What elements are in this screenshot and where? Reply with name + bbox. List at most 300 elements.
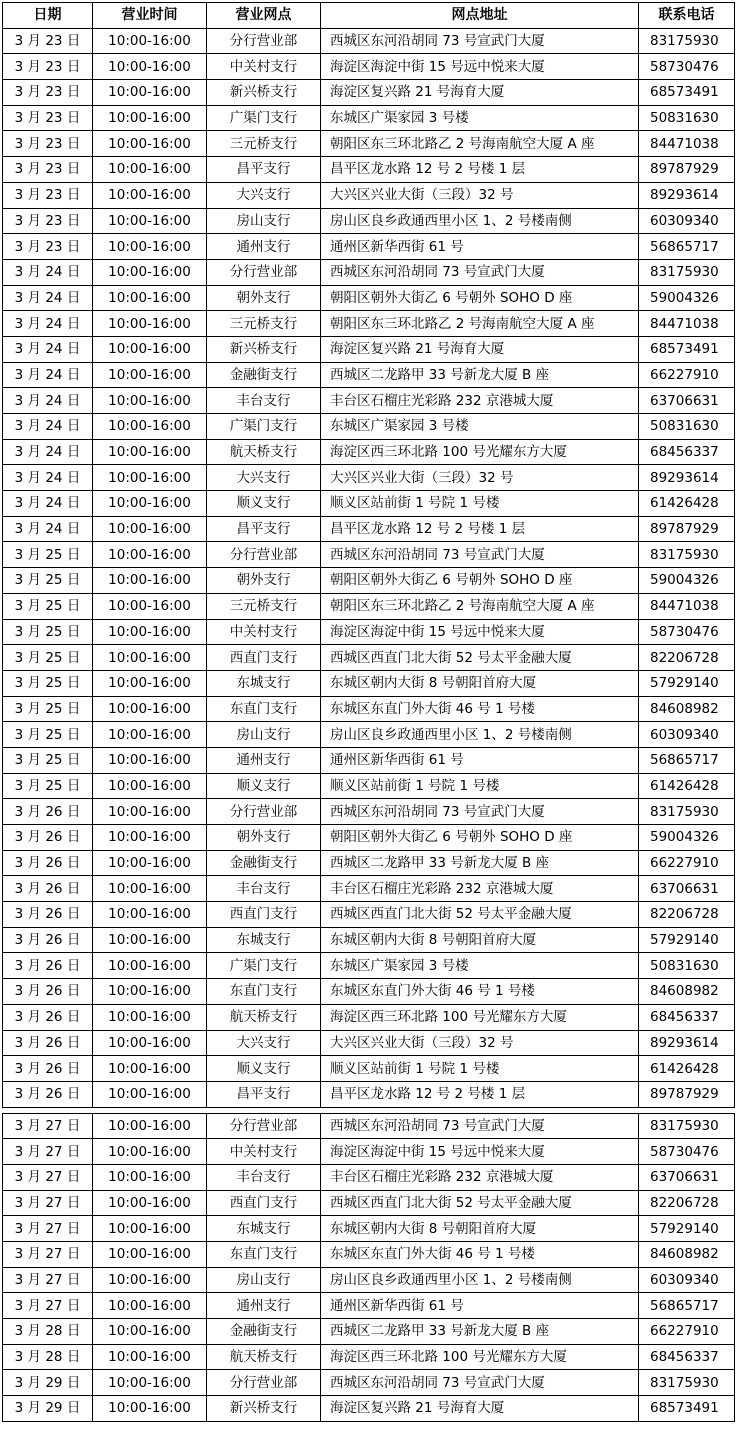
cell-branch: 分行营业部 [207, 542, 321, 568]
table-row [3, 516, 735, 542]
cell-branch: 房山支行 [207, 722, 321, 748]
cell-hours: 10:00-16:00 [93, 850, 207, 876]
header-phone: 联系电话 [639, 3, 735, 29]
cell-branch: 西直门支行 [207, 645, 321, 671]
table-row [3, 259, 735, 285]
table-body [3, 28, 735, 1421]
cell-hours: 10:00-16:00 [93, 80, 207, 106]
cell-hours: 10:00-16:00 [93, 1344, 207, 1370]
cell-address: 西城区东河沿胡同 73 号宣武门大厦 [321, 1113, 639, 1139]
cell-branch: 金融街支行 [207, 850, 321, 876]
cell-date: 3 月 29 日 [3, 1370, 93, 1396]
cell-date: 3 月 25 日 [3, 542, 93, 568]
cell-phone: 89787929 [639, 516, 735, 542]
cell-address: 西城区东河沿胡同 73 号宣武门大厦 [321, 28, 639, 54]
cell-phone: 59004326 [639, 285, 735, 311]
cell-address: 西城区东河沿胡同 73 号宣武门大厦 [321, 259, 639, 285]
cell-hours: 10:00-16:00 [93, 1113, 207, 1139]
table-row [3, 1056, 735, 1082]
cell-branch: 分行营业部 [207, 1113, 321, 1139]
cell-address: 朝阳区东三环北路乙 2 号海南航空大厦 A 座 [321, 593, 639, 619]
cell-date: 3 月 27 日 [3, 1113, 93, 1139]
cell-address: 海淀区复兴路 21 号海育大厦 [321, 1396, 639, 1422]
cell-hours: 10:00-16:00 [93, 1190, 207, 1216]
cell-branch: 分行营业部 [207, 1370, 321, 1396]
cell-hours: 10:00-16:00 [93, 54, 207, 80]
cell-hours: 10:00-16:00 [93, 1030, 207, 1056]
cell-date: 3 月 24 日 [3, 516, 93, 542]
cell-branch: 分行营业部 [207, 28, 321, 54]
cell-hours: 10:00-16:00 [93, 953, 207, 979]
table-row [3, 670, 735, 696]
cell-address: 海淀区西三环北路 100 号光耀东方大厦 [321, 1004, 639, 1030]
cell-phone: 83175930 [639, 259, 735, 285]
cell-phone: 83175930 [639, 799, 735, 825]
cell-date: 3 月 26 日 [3, 1004, 93, 1030]
table-row [3, 1216, 735, 1242]
cell-address: 顺义区站前街 1 号院 1 号楼 [321, 1056, 639, 1082]
cell-hours: 10:00-16:00 [93, 28, 207, 54]
cell-hours: 10:00-16:00 [93, 105, 207, 131]
cell-address: 西城区东河沿胡同 73 号宣武门大厦 [321, 1370, 639, 1396]
cell-phone: 89293614 [639, 1030, 735, 1056]
cell-hours: 10:00-16:00 [93, 722, 207, 748]
table-row [3, 1081, 735, 1107]
cell-hours: 10:00-16:00 [93, 1139, 207, 1165]
cell-hours: 10:00-16:00 [93, 1056, 207, 1082]
cell-phone: 50831630 [639, 414, 735, 440]
table-row [3, 362, 735, 388]
cell-phone: 68456337 [639, 1004, 735, 1030]
cell-phone: 60309340 [639, 1267, 735, 1293]
cell-hours: 10:00-16:00 [93, 619, 207, 645]
cell-hours: 10:00-16:00 [93, 131, 207, 157]
cell-address: 昌平区龙水路 12 号 2 号楼 1 层 [321, 516, 639, 542]
cell-branch: 三元桥支行 [207, 131, 321, 157]
cell-address: 海淀区海淀中街 15 号远中悦来大厦 [321, 619, 639, 645]
cell-branch: 中关村支行 [207, 619, 321, 645]
cell-date: 3 月 24 日 [3, 336, 93, 362]
cell-address: 朝阳区东三环北路乙 2 号海南航空大厦 A 座 [321, 131, 639, 157]
cell-branch: 朝外支行 [207, 825, 321, 851]
cell-branch: 新兴桥支行 [207, 80, 321, 106]
cell-phone: 82206728 [639, 902, 735, 928]
cell-hours: 10:00-16:00 [93, 1370, 207, 1396]
cell-phone: 63706631 [639, 388, 735, 414]
cell-hours: 10:00-16:00 [93, 157, 207, 183]
table-row [3, 850, 735, 876]
cell-phone: 61426428 [639, 491, 735, 517]
cell-address: 东城区东直门外大街 46 号 1 号楼 [321, 1242, 639, 1268]
cell-phone: 84608982 [639, 979, 735, 1005]
cell-hours: 10:00-16:00 [93, 1319, 207, 1345]
cell-phone: 58730476 [639, 1139, 735, 1165]
header-date: 日期 [3, 3, 93, 29]
table-row [3, 1190, 735, 1216]
cell-date: 3 月 25 日 [3, 773, 93, 799]
cell-branch: 三元桥支行 [207, 311, 321, 337]
cell-date: 3 月 26 日 [3, 1081, 93, 1107]
table-row [3, 1293, 735, 1319]
table-row [3, 182, 735, 208]
cell-address: 丰台区石榴庄光彩路 232 京港城大厦 [321, 1164, 639, 1190]
cell-address: 东城区东直门外大街 46 号 1 号楼 [321, 696, 639, 722]
cell-date: 3 月 23 日 [3, 54, 93, 80]
cell-address: 通州区新华西街 61 号 [321, 747, 639, 773]
cell-phone: 60309340 [639, 722, 735, 748]
cell-branch: 广渠门支行 [207, 105, 321, 131]
cell-date: 3 月 25 日 [3, 619, 93, 645]
schedule-sheet [2, 2, 734, 1422]
cell-phone: 66227910 [639, 1319, 735, 1345]
table-row [3, 105, 735, 131]
cell-branch: 朝外支行 [207, 285, 321, 311]
table-row [3, 131, 735, 157]
cell-date: 3 月 23 日 [3, 234, 93, 260]
cell-branch: 广渠门支行 [207, 414, 321, 440]
table-row [3, 1030, 735, 1056]
cell-address: 海淀区西三环北路 100 号光耀东方大厦 [321, 439, 639, 465]
cell-date: 3 月 23 日 [3, 208, 93, 234]
cell-hours: 10:00-16:00 [93, 465, 207, 491]
cell-branch: 新兴桥支行 [207, 1396, 321, 1422]
cell-date: 3 月 25 日 [3, 722, 93, 748]
cell-phone: 66227910 [639, 362, 735, 388]
cell-address: 昌平区龙水路 12 号 2 号楼 1 层 [321, 1081, 639, 1107]
cell-date: 3 月 25 日 [3, 645, 93, 671]
cell-hours: 10:00-16:00 [93, 439, 207, 465]
cell-phone: 50831630 [639, 105, 735, 131]
cell-phone: 68456337 [639, 439, 735, 465]
cell-hours: 10:00-16:00 [93, 182, 207, 208]
cell-branch: 朝外支行 [207, 568, 321, 594]
cell-phone: 89787929 [639, 157, 735, 183]
cell-branch: 东城支行 [207, 1216, 321, 1242]
cell-phone: 56865717 [639, 1293, 735, 1319]
cell-hours: 10:00-16:00 [93, 902, 207, 928]
cell-phone: 68573491 [639, 80, 735, 106]
cell-branch: 顺义支行 [207, 773, 321, 799]
cell-branch: 顺义支行 [207, 1056, 321, 1082]
table-row [3, 747, 735, 773]
cell-branch: 大兴支行 [207, 1030, 321, 1056]
cell-date: 3 月 26 日 [3, 1056, 93, 1082]
cell-hours: 10:00-16:00 [93, 1164, 207, 1190]
cell-address: 朝阳区朝外大街乙 6 号朝外 SOHO D 座 [321, 285, 639, 311]
cell-phone: 50831630 [639, 953, 735, 979]
cell-hours: 10:00-16:00 [93, 1293, 207, 1319]
cell-branch: 丰台支行 [207, 876, 321, 902]
table-row [3, 1370, 735, 1396]
cell-date: 3 月 26 日 [3, 799, 93, 825]
cell-date: 3 月 25 日 [3, 593, 93, 619]
cell-branch: 昌平支行 [207, 516, 321, 542]
table-row [3, 208, 735, 234]
cell-branch: 房山支行 [207, 208, 321, 234]
cell-date: 3 月 27 日 [3, 1242, 93, 1268]
table-row [3, 799, 735, 825]
cell-date: 3 月 28 日 [3, 1344, 93, 1370]
table-row [3, 465, 735, 491]
cell-date: 3 月 26 日 [3, 953, 93, 979]
cell-date: 3 月 25 日 [3, 747, 93, 773]
cell-hours: 10:00-16:00 [93, 516, 207, 542]
cell-date: 3 月 24 日 [3, 388, 93, 414]
cell-hours: 10:00-16:00 [93, 1267, 207, 1293]
cell-hours: 10:00-16:00 [93, 1081, 207, 1107]
cell-phone: 89293614 [639, 465, 735, 491]
cell-address: 昌平区龙水路 12 号 2 号楼 1 层 [321, 157, 639, 183]
table-row [3, 157, 735, 183]
cell-address: 东城区广渠家园 3 号楼 [321, 414, 639, 440]
table-row [3, 1113, 735, 1139]
cell-address: 西城区二龙路甲 33 号新龙大厦 B 座 [321, 850, 639, 876]
cell-address: 东城区朝内大街 8 号朝阳首府大厦 [321, 670, 639, 696]
cell-date: 3 月 25 日 [3, 568, 93, 594]
cell-date: 3 月 26 日 [3, 902, 93, 928]
table-row [3, 542, 735, 568]
cell-hours: 10:00-16:00 [93, 414, 207, 440]
cell-date: 3 月 24 日 [3, 259, 93, 285]
cell-address: 东城区广渠家园 3 号楼 [321, 105, 639, 131]
cell-date: 3 月 23 日 [3, 157, 93, 183]
cell-phone: 83175930 [639, 1370, 735, 1396]
cell-branch: 通州支行 [207, 747, 321, 773]
cell-date: 3 月 26 日 [3, 825, 93, 851]
cell-address: 通州区新华西街 61 号 [321, 1293, 639, 1319]
cell-address: 西城区西直门北大街 52 号太平金融大厦 [321, 1190, 639, 1216]
table-row [3, 825, 735, 851]
cell-address: 大兴区兴业大街（三段）32 号 [321, 1030, 639, 1056]
table-row [3, 234, 735, 260]
cell-date: 3 月 25 日 [3, 670, 93, 696]
cell-phone: 89787929 [639, 1081, 735, 1107]
cell-hours: 10:00-16:00 [93, 927, 207, 953]
table-row [3, 1344, 735, 1370]
cell-address: 东城区朝内大街 8 号朝阳首府大厦 [321, 1216, 639, 1242]
cell-address: 房山区良乡政通西里小区 1、2 号楼南侧 [321, 722, 639, 748]
table-row [3, 388, 735, 414]
cell-phone: 68573491 [639, 336, 735, 362]
cell-hours: 10:00-16:00 [93, 1396, 207, 1422]
cell-date: 3 月 25 日 [3, 696, 93, 722]
cell-date: 3 月 26 日 [3, 876, 93, 902]
table-row [3, 953, 735, 979]
cell-date: 3 月 24 日 [3, 439, 93, 465]
cell-address: 房山区良乡政通西里小区 1、2 号楼南侧 [321, 208, 639, 234]
cell-phone: 57929140 [639, 927, 735, 953]
table-row [3, 773, 735, 799]
cell-address: 西城区二龙路甲 33 号新龙大厦 B 座 [321, 1319, 639, 1345]
cell-date: 3 月 24 日 [3, 414, 93, 440]
cell-branch: 昌平支行 [207, 1081, 321, 1107]
cell-hours: 10:00-16:00 [93, 645, 207, 671]
cell-hours: 10:00-16:00 [93, 259, 207, 285]
cell-phone: 82206728 [639, 1190, 735, 1216]
cell-branch: 中关村支行 [207, 1139, 321, 1165]
cell-date: 3 月 24 日 [3, 285, 93, 311]
header-address: 网点地址 [321, 3, 639, 29]
cell-address: 房山区良乡政通西里小区 1、2 号楼南侧 [321, 1267, 639, 1293]
cell-phone: 60309340 [639, 208, 735, 234]
cell-date: 3 月 24 日 [3, 491, 93, 517]
cell-address: 东城区朝内大街 8 号朝阳首府大厦 [321, 927, 639, 953]
cell-branch: 大兴支行 [207, 182, 321, 208]
cell-branch: 航天桥支行 [207, 439, 321, 465]
cell-hours: 10:00-16:00 [93, 773, 207, 799]
cell-address: 西城区东河沿胡同 73 号宣武门大厦 [321, 799, 639, 825]
cell-hours: 10:00-16:00 [93, 747, 207, 773]
cell-address: 西城区东河沿胡同 73 号宣武门大厦 [321, 542, 639, 568]
table-row [3, 1242, 735, 1268]
cell-hours: 10:00-16:00 [93, 1216, 207, 1242]
table-row [3, 439, 735, 465]
cell-phone: 84471038 [639, 593, 735, 619]
cell-hours: 10:00-16:00 [93, 696, 207, 722]
cell-branch: 新兴桥支行 [207, 336, 321, 362]
table-row [3, 1139, 735, 1165]
cell-address: 大兴区兴业大街（三段）32 号 [321, 182, 639, 208]
cell-date: 3 月 23 日 [3, 131, 93, 157]
cell-phone: 59004326 [639, 568, 735, 594]
table-row [3, 902, 735, 928]
cell-branch: 丰台支行 [207, 1164, 321, 1190]
cell-address: 海淀区复兴路 21 号海育大厦 [321, 336, 639, 362]
table-row [3, 1396, 735, 1422]
cell-address: 丰台区石榴庄光彩路 232 京港城大厦 [321, 388, 639, 414]
cell-address: 西城区二龙路甲 33 号新龙大厦 B 座 [321, 362, 639, 388]
cell-hours: 10:00-16:00 [93, 876, 207, 902]
cell-branch: 东城支行 [207, 670, 321, 696]
table-row [3, 645, 735, 671]
cell-date: 3 月 26 日 [3, 927, 93, 953]
cell-address: 海淀区海淀中街 15 号远中悦来大厦 [321, 1139, 639, 1165]
cell-address: 西城区西直门北大街 52 号太平金融大厦 [321, 902, 639, 928]
cell-phone: 59004326 [639, 825, 735, 851]
table-row [3, 876, 735, 902]
table-row [3, 1164, 735, 1190]
cell-hours: 10:00-16:00 [93, 568, 207, 594]
cell-phone: 61426428 [639, 1056, 735, 1082]
table-row [3, 927, 735, 953]
cell-phone: 84471038 [639, 311, 735, 337]
cell-date: 3 月 23 日 [3, 28, 93, 54]
cell-hours: 10:00-16:00 [93, 825, 207, 851]
table-row [3, 1004, 735, 1030]
cell-date: 3 月 27 日 [3, 1293, 93, 1319]
cell-branch: 航天桥支行 [207, 1004, 321, 1030]
table-row [3, 414, 735, 440]
cell-branch: 东直门支行 [207, 1242, 321, 1268]
cell-branch: 广渠门支行 [207, 953, 321, 979]
cell-branch: 通州支行 [207, 1293, 321, 1319]
cell-phone: 66227910 [639, 850, 735, 876]
cell-date: 3 月 24 日 [3, 465, 93, 491]
cell-address: 丰台区石榴庄光彩路 232 京港城大厦 [321, 876, 639, 902]
table-row [3, 336, 735, 362]
header-branch: 营业网点 [207, 3, 321, 29]
cell-address: 朝阳区东三环北路乙 2 号海南航空大厦 A 座 [321, 311, 639, 337]
cell-branch: 三元桥支行 [207, 593, 321, 619]
cell-date: 3 月 29 日 [3, 1396, 93, 1422]
cell-hours: 10:00-16:00 [93, 799, 207, 825]
cell-branch: 东直门支行 [207, 696, 321, 722]
cell-date: 3 月 24 日 [3, 362, 93, 388]
cell-phone: 84608982 [639, 1242, 735, 1268]
table-row [3, 696, 735, 722]
cell-branch: 昌平支行 [207, 157, 321, 183]
cell-hours: 10:00-16:00 [93, 979, 207, 1005]
cell-hours: 10:00-16:00 [93, 593, 207, 619]
cell-branch: 分行营业部 [207, 799, 321, 825]
table-row [3, 1319, 735, 1345]
cell-branch: 西直门支行 [207, 902, 321, 928]
cell-address: 顺义区站前街 1 号院 1 号楼 [321, 491, 639, 517]
cell-phone: 63706631 [639, 1164, 735, 1190]
table-row [3, 979, 735, 1005]
cell-hours: 10:00-16:00 [93, 311, 207, 337]
cell-address: 朝阳区朝外大街乙 6 号朝外 SOHO D 座 [321, 568, 639, 594]
cell-phone: 83175930 [639, 28, 735, 54]
cell-phone: 56865717 [639, 747, 735, 773]
cell-date: 3 月 27 日 [3, 1216, 93, 1242]
cell-address: 海淀区西三环北路 100 号光耀东方大厦 [321, 1344, 639, 1370]
cell-phone: 56865717 [639, 234, 735, 260]
cell-branch: 分行营业部 [207, 259, 321, 285]
branch-schedule-table [2, 2, 735, 1422]
table-row [3, 28, 735, 54]
cell-hours: 10:00-16:00 [93, 542, 207, 568]
cell-date: 3 月 27 日 [3, 1190, 93, 1216]
cell-address: 顺义区站前街 1 号院 1 号楼 [321, 773, 639, 799]
cell-date: 3 月 28 日 [3, 1319, 93, 1345]
cell-hours: 10:00-16:00 [93, 1242, 207, 1268]
cell-phone: 57929140 [639, 670, 735, 696]
cell-branch: 金融街支行 [207, 362, 321, 388]
cell-address: 东城区东直门外大街 46 号 1 号楼 [321, 979, 639, 1005]
cell-address: 朝阳区朝外大街乙 6 号朝外 SOHO D 座 [321, 825, 639, 851]
cell-date: 3 月 27 日 [3, 1139, 93, 1165]
table-row [3, 285, 735, 311]
cell-address: 东城区广渠家园 3 号楼 [321, 953, 639, 979]
cell-phone: 89293614 [639, 182, 735, 208]
cell-branch: 中关村支行 [207, 54, 321, 80]
cell-address: 大兴区兴业大街（三段）32 号 [321, 465, 639, 491]
header-hours: 营业时间 [93, 3, 207, 29]
cell-date: 3 月 27 日 [3, 1164, 93, 1190]
cell-branch: 西直门支行 [207, 1190, 321, 1216]
cell-branch: 通州支行 [207, 234, 321, 260]
table-row [3, 491, 735, 517]
cell-branch: 丰台支行 [207, 388, 321, 414]
table-row [3, 54, 735, 80]
cell-phone: 57929140 [639, 1216, 735, 1242]
table-row [3, 568, 735, 594]
cell-branch: 金融街支行 [207, 1319, 321, 1345]
cell-date: 3 月 23 日 [3, 182, 93, 208]
cell-phone: 58730476 [639, 54, 735, 80]
cell-phone: 68456337 [639, 1344, 735, 1370]
cell-branch: 大兴支行 [207, 465, 321, 491]
cell-phone: 68573491 [639, 1396, 735, 1422]
table-row [3, 619, 735, 645]
cell-hours: 10:00-16:00 [93, 285, 207, 311]
cell-phone: 84471038 [639, 131, 735, 157]
cell-phone: 83175930 [639, 1113, 735, 1139]
cell-phone: 82206728 [639, 645, 735, 671]
cell-branch: 航天桥支行 [207, 1344, 321, 1370]
cell-phone: 84608982 [639, 696, 735, 722]
